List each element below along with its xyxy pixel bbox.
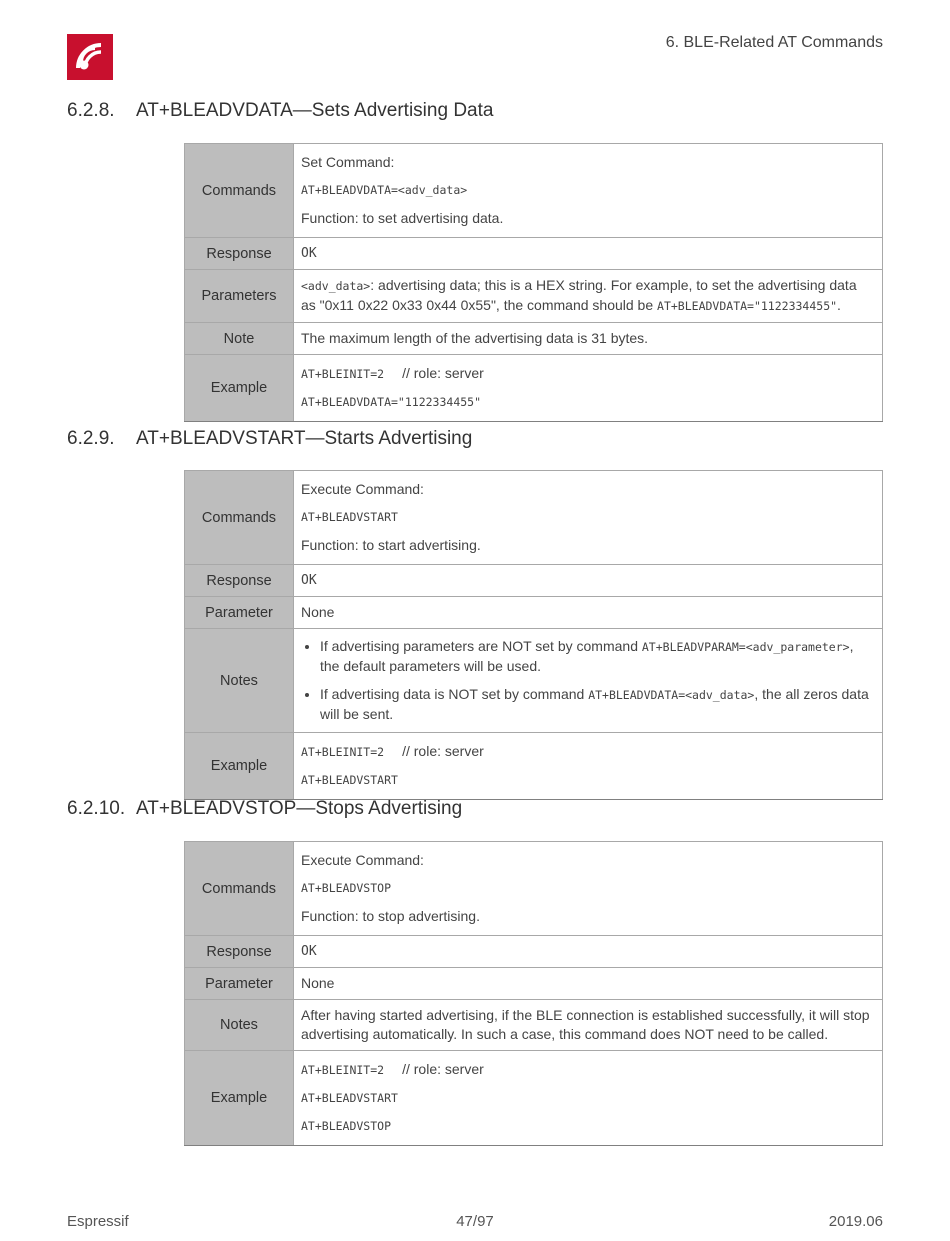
notes-list — [301, 637, 875, 724]
parameter-label: Parameter — [185, 597, 294, 629]
example-code: AT+BLEINIT=2 — [301, 367, 385, 381]
param-description: : advertising data; this is a HEX string. For example, to set the advertising data as "0x11 0x22 0x33 0x44 0x55", the command should be — [301, 277, 857, 313]
command-syntax: AT+BLEADVSTART — [301, 510, 398, 524]
example-cell — [294, 1051, 883, 1146]
response-value: OK — [294, 565, 883, 597]
parameter-value: None — [294, 968, 883, 1000]
parameter-label: Parameter — [185, 968, 294, 1000]
example-label: Example — [185, 355, 294, 422]
example-comment: // role: server — [402, 743, 484, 759]
section-title: AT+BLEADVSTOP—Stops Advertising — [136, 798, 463, 819]
command-syntax: AT+BLEADVSTOP — [301, 881, 392, 895]
commands-cell — [294, 471, 883, 565]
command-function: Function: to set advertising data. — [301, 210, 504, 226]
command-table — [184, 841, 883, 1146]
section-number: 6.2.10. — [67, 798, 126, 819]
footer-company: Espressif — [67, 1213, 129, 1230]
note-label: Note — [185, 323, 294, 355]
section-heading — [67, 100, 493, 122]
example-code: AT+BLEADVSTART — [301, 773, 398, 787]
commands-cell — [294, 144, 883, 238]
list-item: • If advertising data is NOT set by command AT+BLEADVDATA=<adv_data>, the all zeros data will be sent. — [320, 685, 875, 724]
example-comment: // role: server — [402, 1061, 484, 1077]
command-heading: Set Command: — [301, 154, 395, 170]
section-heading — [67, 798, 462, 820]
note-code: AT+BLEADVDATA=<adv_data> — [588, 688, 755, 702]
example-code: AT+BLEADVDATA="1122334455" — [301, 395, 482, 409]
command-heading: Execute Command: — [301, 481, 424, 497]
response-label: Response — [185, 565, 294, 597]
note-text: The maximum length of the advertising data is 31 bytes. — [294, 323, 883, 355]
response-value: OK — [294, 238, 883, 270]
espressif-logo-icon — [67, 34, 113, 80]
command-function: Function: to start advertising. — [301, 537, 481, 553]
chapter-title: 6. BLE-Related AT Commands — [665, 34, 883, 51]
section-number: 6.2.8. — [67, 100, 115, 121]
commands-cell — [294, 842, 883, 936]
footer-date: 2019.06 — [828, 1213, 883, 1230]
commands-label: Commands — [185, 471, 294, 565]
parameters-cell — [294, 270, 883, 323]
example-comment: // role: server — [402, 365, 484, 381]
command-heading: Execute Command: — [301, 852, 424, 868]
section-title: AT+BLEADVDATA—Sets Advertising Data — [136, 100, 494, 121]
param-end: . — [837, 297, 841, 313]
command-syntax: AT+BLEADVDATA=<adv_data> — [301, 183, 468, 197]
section-number: 6.2.9. — [67, 428, 115, 449]
example-cell — [294, 355, 883, 422]
example-code: AT+BLEINIT=2 — [301, 1063, 385, 1077]
notes-text: After having started advertising, if the BLE connection is established successfully, it will stop advertising automatically. In such a case, this command does NOT need to be called. — [294, 1000, 883, 1051]
example-cell — [294, 733, 883, 800]
section-title: AT+BLEADVSTART—Starts Advertising — [136, 428, 473, 449]
response-label: Response — [185, 238, 294, 270]
footer-page-number: 47/97 — [456, 1213, 494, 1230]
section-heading — [67, 428, 472, 450]
command-table — [184, 470, 883, 800]
command-table — [184, 143, 883, 422]
param-code: AT+BLEADVDATA="1122334455" — [657, 299, 838, 313]
example-code: AT+BLEINIT=2 — [301, 745, 385, 759]
parameter-value: None — [294, 597, 883, 629]
commands-label: Commands — [185, 842, 294, 936]
command-function: Function: to stop advertising. — [301, 908, 480, 924]
commands-label: Commands — [185, 144, 294, 238]
param-name: <adv_data> — [301, 279, 371, 293]
list-item: • If advertising parameters are NOT set by command AT+BLEADVPARAM=<adv_parameter>, the default parameters will be used. — [320, 637, 875, 676]
parameters-label: Parameters — [185, 270, 294, 323]
notes-label: Notes — [185, 629, 294, 733]
example-label: Example — [185, 1051, 294, 1146]
notes-cell — [294, 629, 883, 733]
note-code: AT+BLEADVPARAM=<adv_parameter> — [641, 640, 850, 654]
example-code: AT+BLEADVSTART — [301, 1091, 398, 1105]
example-code: AT+BLEADVSTOP — [301, 1119, 392, 1133]
example-label: Example — [185, 733, 294, 800]
response-label: Response — [185, 936, 294, 968]
response-value: OK — [294, 936, 883, 968]
notes-label: Notes — [185, 1000, 294, 1051]
